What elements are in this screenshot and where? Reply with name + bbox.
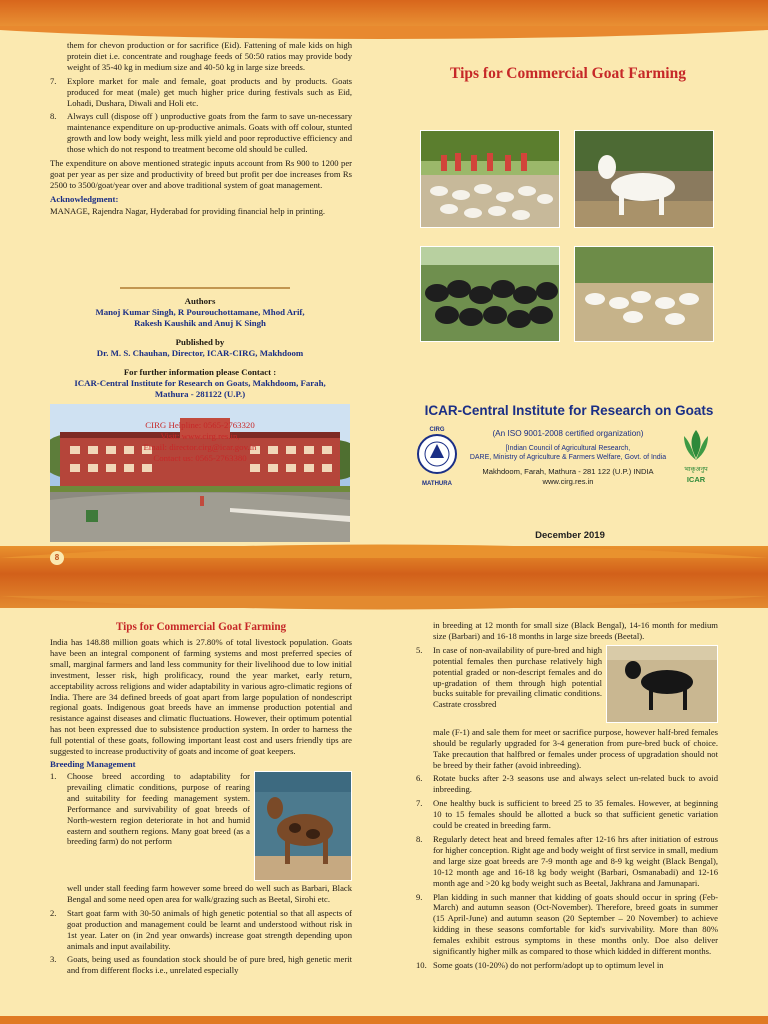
website-text: www.cirg.res.in <box>542 477 594 486</box>
contact-line-1: ICAR-Central Institute for Research on Goats, Makhdoom, Farah, <box>74 378 326 388</box>
list-item: 7. One healthy buck is sufficient to breed 25 to 35 females. However, at beginning 10 to 15 females should be allotted a buck so that sufficient genetic variation could be created in breeding farm. <box>416 798 718 831</box>
publication-date: December 2019 <box>535 530 605 541</box>
institute-details <box>460 428 676 487</box>
list-item: 10. Some goats (10-20%) do not perform/adopt up to optimum level in <box>416 959 664 970</box>
list-item: 1. Choose breed according to adaptability for prevailing climatic conditions, purpose of rearing and suitability for feeding management system. Performance and survivability of goat breeds of North-western region deteriorate in hot and humid eastern and southern regions. Many goat breed (as a breeding farm) do not perform <box>50 770 250 847</box>
cirg-logo-top-text: CIRG <box>429 427 445 433</box>
list-item: 2. Start goat farm with 30-50 animals of high genetic potential so that all aspects of goat production and management could be learnt and understood without risk in 1st year. Later on (in 2nd year onwards) increase goat strength depending upon animals and input availability. <box>50 907 352 951</box>
council-line-1: [Indian Council of Agricultural Research, <box>505 445 631 452</box>
top-left-panel <box>50 40 352 217</box>
section-title: Tips for Commercial Goat Farming <box>115 621 287 633</box>
council-line-2: DARE, Ministry of Agriculture & Farmers Welfare, Govt. of India <box>469 454 667 461</box>
icar-logo-hindi: भाकृअनुप <box>684 465 708 473</box>
cirg-logo-bottom-text: MATHURA <box>422 481 452 487</box>
contact-heading: For further information please Contact : <box>123 367 277 377</box>
white-goats-grazing-photo <box>574 246 714 342</box>
tips-list-continued <box>50 76 352 155</box>
white-goat-photo <box>574 130 714 228</box>
authors-line-1: Manoj Kumar Singh, R Pourouchottamane, Mhod Arif, <box>95 307 305 317</box>
list-item: 5. In case of non-availability of pure-bred and high potential females then purchase relatively high potential graded or non-descript females and do up-gradation of them through high potential bucks suitable for prevailing climatic conditions. Castrate crossbred <box>416 644 602 710</box>
breeding-management-heading: Breeding Management <box>50 758 136 769</box>
middle-wave-bottom-decoration <box>0 596 768 616</box>
publisher-text: Dr. M. S. Chauhan, Director, ICAR-CIRG, Makhdoom <box>96 348 304 358</box>
address-text: Makhdoom, Farah, Mathura - 281 122 (U.P.) INDIA <box>482 467 654 476</box>
list-item: 8. Always cull (dispose off ) unproductive goats from the farm to save un-necessary maintenance expenditure on up-productive animals. Goats with off colour, stunted growth and low body weight, less milk yield and poor reproductive efficiency and those which do not respond to treatment become old should be culled. <box>50 111 352 155</box>
item-1-block <box>50 771 352 883</box>
breeding-list-continued <box>416 773 718 970</box>
iso-text: (An ISO 9001-2008 certified organization) <box>492 429 644 438</box>
item-5-block <box>416 645 718 727</box>
divider-line <box>120 286 290 290</box>
contact-line-2: Mathura - 281122 (U.P.) <box>154 389 246 399</box>
contact-overlay <box>50 420 350 464</box>
cirg-logo <box>416 428 458 490</box>
breeding-list <box>50 908 352 976</box>
visit-text: Visit: www.cirg.res.in, <box>160 431 240 441</box>
cover-title-block <box>418 64 718 84</box>
item-1-text: Choose breed according to adaptability for prevailing climatic conditions, purpose of rearing and suitability for feeding management system. Performance and survivability of goat breeds of North-western region deteriorate in hot and humid eastern and southern regions. Many goat breed (as a breeding farm) do not perform <box>67 770 250 847</box>
date-block <box>480 530 660 541</box>
contact-us-text: Contact us: 0565-2763380 <box>153 453 247 463</box>
credits-block <box>50 296 350 400</box>
list-item: 6. Rotate bucks after 2-3 seasons use and always select un-related buck to avoid inbreeding. <box>416 773 718 795</box>
published-heading: Published by <box>175 337 225 347</box>
bottom-right-panel <box>416 620 718 974</box>
icar-logo-text: ICAR <box>686 475 706 484</box>
item-5-continued-text: male (F-1) and sale them for meet or sacrifice purpose, however half-bred females should be regularly upgraded for 3-4 generation from pure-bred buck of choice. Take precaution that halfbred or females under process of upgradation should not be breed by their father (avoid inbreeding). <box>433 726 718 770</box>
list-item: 8. Regularly detect heat and breed females after 12-16 hrs after initiation of estrous for higher conception. Right age and body weight of first service in small, medium and large size goat breeds are 7-9 month age and 8-9 kg weight (Black Bengal), 10-12 month age and 16-18 kg body weight (Barbari, Osmanabadi) and 12-16 month age and >20 kg body weight such as Beetal, Jakhrana and Jamunapari. <box>416 833 718 888</box>
institute-block <box>414 402 724 420</box>
introduction-text: India has 148.88 million goats which is 27.80% of total livestock population. Goats have been an integral component of farming systems and most preferred species of small, marginal farmers and land less community for their livelihood due to low initial investment, lesser risk, high prolificacy, round the year market, early return, acceptability across religions and wider adaptability in various agro-climatic regions of India. There are 34 defined breeds of goat apart from large population of nondescript regional goats. Indigenous goat breeds have an immense production potential and resistance against diseases and climatic fluctuations. However, their optimum potential has not been expressed due to subsistence production system. In order to harness the full potential of these goats, following important least cost and users friendly tips are suggested to increase productivity of goats and income of goat keepers. <box>50 637 352 757</box>
list-item: 3. Goats, being used as foundation stock should be of pure bred, high genetic merit and from different flocks i.e., unrelated especially <box>50 954 352 976</box>
item-1-continued-text: well under stall feeding farm however some breed do well such as Barbari, Black Bengal and some need open area for walk/grazing such as Beetal, Sirohi etc. <box>67 882 352 904</box>
expenditure-text: The expenditure on above mentioned strategic inputs account from Rs 900 to 1200 per goat per year as per size and productivity of breed but profit per doe increases from Rs 2500 to 3500/goat/year over and above traditional system of goat management. <box>50 158 352 190</box>
list-item: 9. Plan kidding in such manner that kidding of goats should occur in spring (Feb-March) and autumn season (Oct-November). Therefore, breed goats in summer (15 April-June) and autumn season (20 September – 20 November) to achieve kidding in these seasons comfortable for kid's survivability. More than 80% females exhibit estrous symptoms in these months only. Doe also deliver significantly higher milk as compared to those which kidded in different months. <box>416 891 718 957</box>
authors-heading: Authors <box>184 296 216 306</box>
acknowledgment-text: MANAGE, Rajendra Nagar, Hyderabad for providing financial help in printing. <box>50 205 326 216</box>
black-goat-herd-photo <box>420 246 560 342</box>
fattening-text: them for chevon production or for sacrifice (Eid). Fattening of male kids on high protein diet i.e. concentrate and roughage feeds of 50:50 ratios may provide body weight of 35-40 kg in medium size and 40-50 kg in large size breeds. <box>67 40 352 72</box>
acknowledgment-heading: Acknowledgment: <box>50 193 119 204</box>
black-goat-photo <box>606 645 718 723</box>
cover-title: Tips for Commercial Goat Farming <box>450 65 686 82</box>
institute-name: ICAR-Central Institute for Research on Goats <box>424 403 714 418</box>
authors-line-2: Rakesh Kaushik and Anuj K Singh <box>134 318 266 328</box>
breeding-age-text: in breeding at 12 month for small size (Black Bengal), 14-16 month for medium size (Barbari) and 16-18 months in large size breeds (Beetal). <box>433 620 718 641</box>
goat-herd-with-people-photo <box>420 130 560 228</box>
bottom-left-panel <box>50 620 352 979</box>
brown-spotted-goat-photo <box>254 771 352 881</box>
bottom-decorative-band <box>0 1016 768 1024</box>
email-text: Email: director.cirg@icar.gov.in <box>143 442 257 452</box>
helpline-text: CIRG Helpline: 0565-2763320 <box>145 420 255 430</box>
page-number: 8 <box>50 551 64 565</box>
icar-logo <box>676 428 716 488</box>
list-item: 7. Explore market for male and female, goat products and by products. Goats produced for meat (male) get much higher price during festivals such as Eid, Lohadi, Dushara, Diwali and Holi etc. <box>50 75 352 108</box>
item-5-text: In case of non-availability of pure-bred and high potential females then purchase relatively high potential graded or non-descript females and do up-gradation of them through high potential bucks suitable for prevailing climatic conditions. Castrate crossbred <box>433 644 602 710</box>
